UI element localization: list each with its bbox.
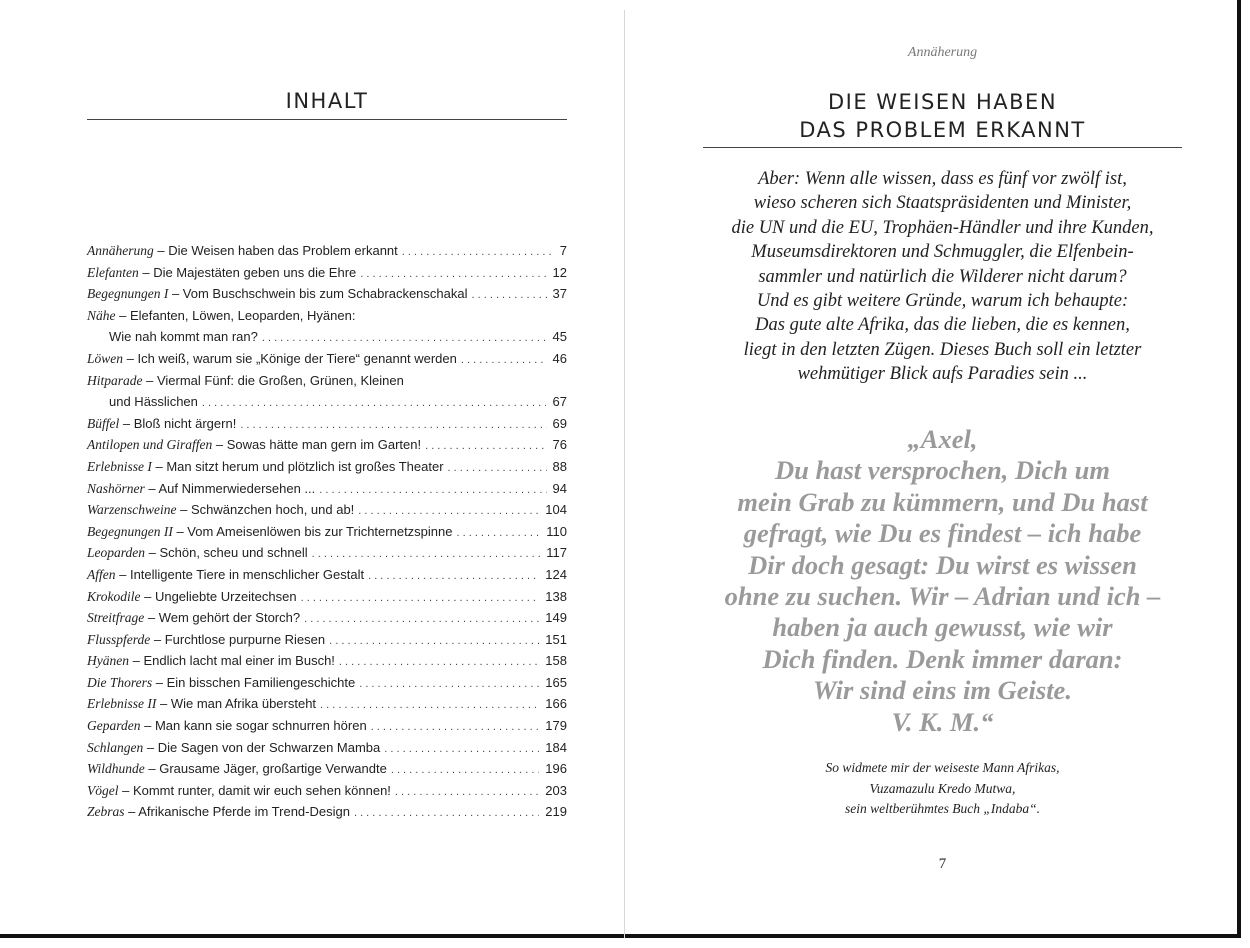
toc-entry-topic: Affen [87,566,116,582]
toc-entry [87,780,567,802]
toc-page-number: 124 [545,566,567,582]
intro-line: Das gute alte Afrika, das die lieben, die es kennen, [755,315,1130,336]
toc-entry-text [87,672,355,694]
toc-entry-topic: Begegnungen II [87,523,173,539]
toc-entry [87,434,567,456]
dedication-line: Wir sind eins im Geiste. [813,675,1072,706]
toc-entry-subtitle: – Furchtlose purpurne Riesen [150,631,326,647]
dedication-line: V. K. M.“ [891,706,994,737]
toc-list [87,240,567,823]
toc-entry-subtitle: – Afrikanische Pferde im Trend-Design [124,804,350,820]
toc-entry-topic: Vögel [87,782,119,798]
toc-entry-text [87,240,398,262]
intro-line: wieso scheren sich Staatspräsidenten und Minister, [753,193,1132,214]
toc-leader-dots [395,782,539,804]
toc-leader-dots [329,631,539,653]
toc-entry-subtitle: – Sowas hätte man gern im Garten! [212,437,422,453]
toc-entry-text [87,478,315,500]
toc-entry-text [87,305,355,327]
running-head: Annäherung [907,45,978,60]
toc-entry-topic: Leoparden [87,545,145,561]
toc-title: INHALT [285,89,369,113]
toc-leader-dots [202,393,546,415]
toc-entry-topic: Hitparade [87,372,143,388]
toc-leader-dots [358,501,539,523]
toc-entry [87,305,567,327]
toc-page-number: 138 [545,588,567,604]
attribution-line: So widmete mir der weiseste Mann Afrikas, [825,760,1060,775]
toc-entry-topic: Begegnungen I [87,286,169,302]
dedication-line: mein Grab zu kümmern, und Du hast [737,486,1148,517]
toc-entry-text [87,326,258,348]
toc-entry-subtitle: – Bloß nicht ärgern! [119,415,237,431]
toc-entry [87,586,567,608]
toc-entry-text [87,715,367,737]
dedication-line: Dich finden. Denk immer daran: [762,643,1123,674]
toc-entry [87,456,567,478]
toc-page-number: 151 [545,631,567,647]
toc-leader-dots [384,739,539,761]
toc-entry-text [87,586,297,608]
dedication-quote [703,424,1182,738]
toc-entry-text [87,801,350,823]
chapter-title-rule [703,147,1182,148]
toc-entry-text [87,629,325,651]
toc-entry [87,693,567,715]
toc-entry-topic: Die Thorers [87,674,153,690]
toc-page-number: 46 [552,350,567,366]
toc-leader-dots [339,652,539,674]
toc-entry-text [87,499,354,521]
toc-entry-subtitle: – Ein bisschen Familiengeschichte [152,674,356,690]
toc-leader-dots [448,458,547,480]
toc-entry [87,737,567,759]
chapter-title [703,88,1182,144]
toc-entry [87,240,567,262]
dedication-line: haben ja auch gewusst, wie wir [772,612,1113,643]
toc-entry-text [87,564,364,586]
toc-page-number: 149 [545,610,567,626]
toc-entry-subtitle: – Ich weiß, warum sie „Könige der Tiere“ genannt werden [123,350,457,366]
toc-leader-dots [472,285,547,307]
toc-entry-text [87,607,300,629]
attribution [703,758,1182,820]
toc-page-number: 166 [545,696,567,712]
toc-entry [87,650,567,672]
toc-entry-subtitle: Wie nah kommt man ran? [109,329,258,345]
toc-entry [87,478,567,500]
toc-entry [87,262,567,284]
toc-entry [87,348,567,370]
toc-entry-subtitle: – Schwänzchen hoch, und ab! [176,502,355,518]
toc-entry [87,370,567,392]
toc-entry-subtitle: – Intelligente Tiere in menschlicher Gestalt [115,566,365,582]
chapter-title-line: DAS PROBLEM ERKANNT [799,118,1086,142]
toc-leader-dots [402,242,554,264]
toc-entry-topic: Geparden [87,718,141,734]
intro-line: die UN und die EU, Trophäen-Händler und ihre Kunden, [731,217,1154,238]
toc-page-number: 45 [552,329,567,345]
attribution-line: Vuzamazulu Kredo Mutwa, [869,780,1016,796]
intro-line: Museumsdirektoren und Schmuggler, die Elfenbein- [751,242,1134,263]
toc-leader-dots [304,609,539,631]
toc-entry-topic: Löwen [87,350,124,366]
toc-entry [87,499,567,521]
toc-leader-dots [320,695,539,717]
toc-entry-topic: Erlebnisse II [87,696,157,712]
toc-entry-topic: Antilopen und Giraffen [87,437,213,453]
toc-entry-topic: Annäherung [87,243,154,258]
toc-entry-topic: Elefanten [87,264,139,280]
toc-page-number: 12 [552,264,567,280]
toc-entry [87,564,567,586]
toc-leader-dots [461,350,547,372]
attribution-line: sein weltberühmtes Buch „Indaba“. [845,801,1040,816]
toc-entry [87,715,567,737]
toc-entry-text [87,348,457,370]
toc-entry-subtitle: – Man kann sie sogar schnurren hören [140,718,367,734]
toc-entry [87,758,567,780]
toc-page-number: 104 [545,502,567,518]
toc-page-number: 94 [552,480,567,496]
toc-leader-dots [301,588,540,610]
dedication-line: Dir doch gesagt: Du wirst es wissen [748,549,1137,580]
toc-entry-topic: Büffel [87,415,120,431]
toc-entry-topic: Zebras [87,804,125,820]
toc-page-number: 203 [545,782,567,798]
toc-entry-subtitle: – Vom Buschschwein bis zum Schabrackenschakal [168,286,468,302]
toc-entry-text [87,413,236,435]
intro-line: wehmütiger Blick aufs Paradies sein ... [797,364,1088,385]
toc-leader-dots [319,480,546,502]
toc-entry-topic: Streitfrage [87,610,145,626]
toc-entry-text [87,521,452,543]
toc-entry-subtitle: – Grausame Jäger, großartige Verwandte [144,761,387,777]
toc-entry-subtitle: – Die Sagen von der Schwarzen Mamba [143,739,381,755]
toc-leader-dots [425,436,546,458]
dedication-line: gefragt, wie Du es findest – ich habe [743,518,1142,549]
toc-entry-text [87,780,391,802]
toc-entry-topic: Wildhunde [87,761,145,777]
toc-entry-subtitle: – Man sitzt herum und plötzlich ist großes Theater [151,458,444,474]
toc-page-number: 196 [545,761,567,777]
toc-leader-dots [359,674,539,696]
toc-entry-subtitle: – Auf Nimmerwiedersehen ... [144,480,316,496]
page-number: 7 [938,856,947,872]
toc-entry [87,672,567,694]
toc-entry [87,413,567,435]
intro-line: liegt in den letzten Zügen. Dieses Buch soll ein letzter [743,339,1142,360]
toc-entry-text [87,542,308,564]
toc-entry-text [87,283,468,305]
toc-entry-topic: Nähe [87,307,116,323]
toc-entry-text [87,391,198,413]
toc-leader-dots [312,544,541,566]
toc-leader-dots [371,717,540,739]
toc-entry-text [87,758,387,780]
toc-page-number: 184 [545,739,567,755]
toc-page-number: 7 [559,243,567,258]
dedication-line: Du hast versprochen, Dich um [775,455,1110,486]
intro-paragraph [703,167,1182,387]
dedication-line: „Axel, [907,424,978,454]
intro-line: sammler und natürlich die Wilderer nicht darum? [758,266,1127,287]
toc-page-number: 219 [545,804,567,820]
toc-leader-dots [391,760,539,782]
toc-entry [87,283,567,305]
toc-entry-topic: Flusspferde [87,631,151,647]
toc-entry-subtitle: und Hässlichen [109,394,198,410]
toc-page-number: 76 [552,437,567,453]
toc-entry [87,391,567,413]
toc-entry-topic: Krokodile [87,588,141,604]
toc-leader-dots [360,264,546,286]
toc-entry-text [87,737,380,759]
toc-entry-text [87,456,444,478]
toc-entry-subtitle: – Viermal Fünf: die Großen, Grünen, Kleinen [142,372,404,388]
toc-entry-text [87,370,404,392]
toc-entry-text [87,434,421,456]
toc-entry-topic: Nashörner [87,480,145,496]
chapter-title-line: DIE WEISEN HABEN [827,90,1058,114]
toc-page-number: 110 [546,523,567,539]
toc-entry [87,542,567,564]
toc-page-number: 117 [546,545,567,561]
toc-entry-text [87,650,335,672]
toc-entry-subtitle: – Wem gehört der Storch? [144,610,301,626]
toc-leader-dots [354,803,539,825]
toc-page-number: 67 [552,394,567,410]
toc-entry-subtitle: – Ungeliebte Urzeitechsen [140,588,297,604]
toc-entry-subtitle: – Die Weisen haben das Problem erkannt [153,243,398,258]
toc-entry [87,801,567,823]
dedication-line: ohne zu suchen. Wir – Adrian und ich – [724,581,1161,612]
toc-entry [87,629,567,651]
toc-leader-dots [262,328,547,350]
page-gutter [624,10,625,938]
toc-entry-text [87,693,316,715]
toc-leader-dots [368,566,539,588]
toc-entry-topic: Warzenschweine [87,502,177,518]
toc-entry-subtitle: – Elefanten, Löwen, Leoparden, Hyänen: [115,307,356,323]
toc-page-number: 37 [552,286,567,302]
toc-entry-subtitle: – Wie man Afrika übersteht [156,696,317,712]
toc-entry-topic: Schlangen [87,739,144,755]
toc-entry [87,607,567,629]
intro-line: Aber: Wenn alle wissen, dass es fünf vor zwölf ist, [758,169,1127,189]
toc-entry-subtitle: – Schön, scheu und schnell [145,545,308,561]
toc-leader-dots [456,523,540,545]
toc-entry-text [87,262,356,284]
toc-title-rule [87,119,567,120]
toc-page-number: 158 [545,653,567,669]
toc-page-number: 88 [552,458,567,474]
toc-page-number: 179 [545,718,567,734]
toc-page-number: 165 [545,674,567,690]
toc-entry-topic: Hyänen [87,653,129,669]
toc-entry [87,521,567,543]
toc-entry-subtitle: – Die Majestäten geben uns die Ehre [138,264,357,280]
intro-line: Und es gibt weitere Gründe, warum ich behaupte: [756,291,1129,312]
toc-entry [87,326,567,348]
toc-entry-topic: Erlebnisse I [87,458,152,474]
toc-entry-subtitle: – Endlich lacht mal einer im Busch! [128,653,335,669]
toc-entry-subtitle: – Kommt runter, damit wir euch sehen können! [118,782,391,798]
toc-leader-dots [240,415,546,437]
toc-entry-subtitle: – Vom Ameisenlöwen bis zur Trichternetzspinne [172,523,453,539]
toc-page-number: 69 [552,415,567,431]
